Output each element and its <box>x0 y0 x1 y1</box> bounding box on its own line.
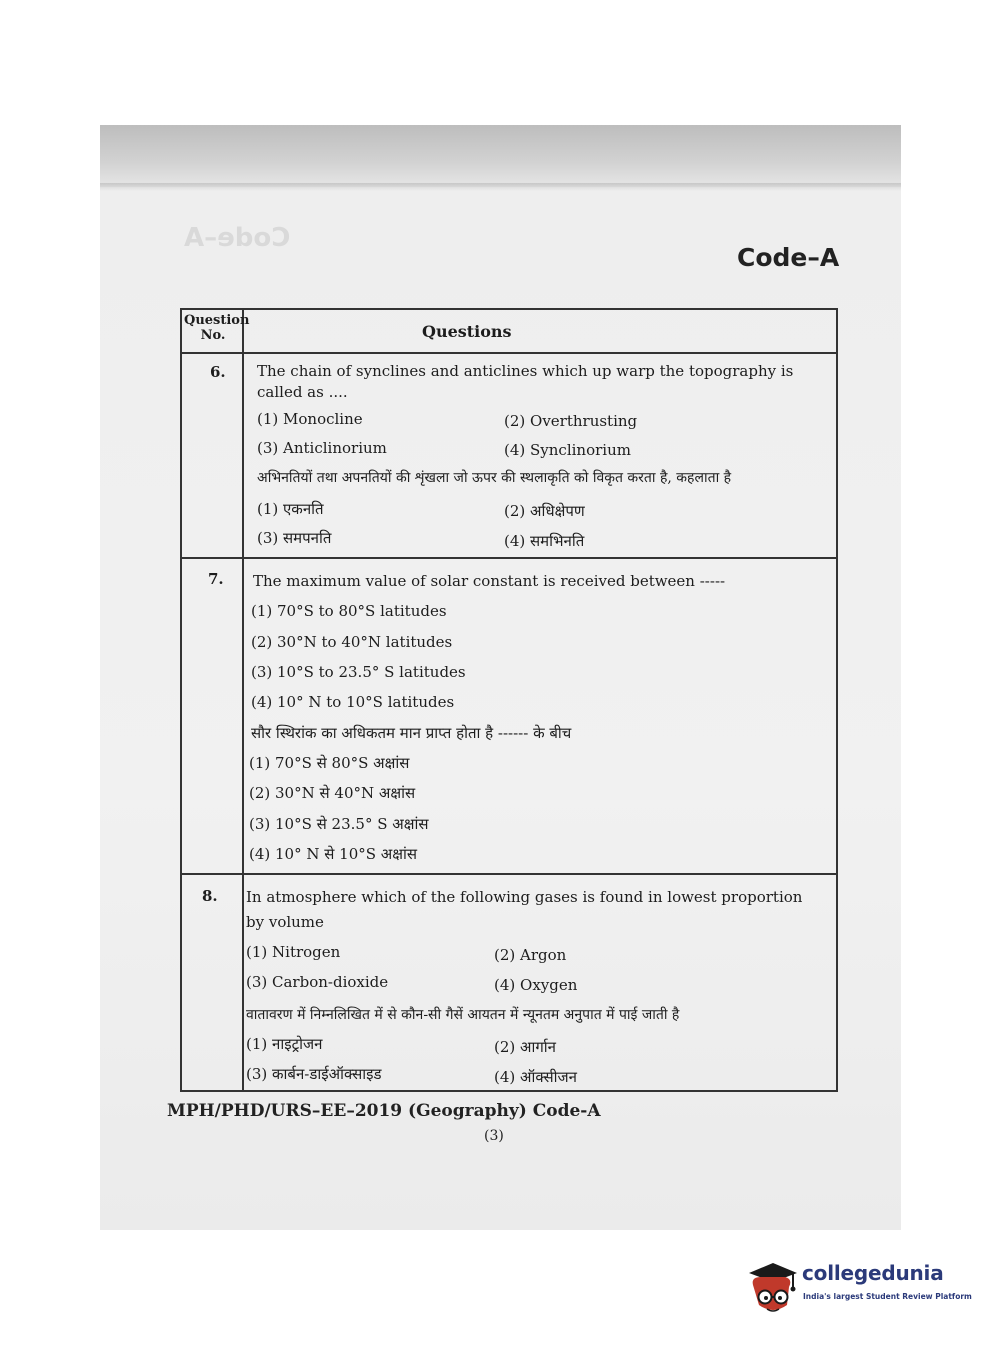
scan-shadow-top <box>100 125 901 187</box>
question-text-hindi: सौर स्थिरांक का अधिकतम मान प्राप्त होता है ------ के बीच <box>251 724 572 742</box>
option-en: (4) Synclinorium <box>504 441 631 459</box>
option-en: (3) Anticlinorium <box>257 439 387 457</box>
question-text: In atmosphere which of the following gases is found in lowest proportion <box>246 888 803 906</box>
option-hi: (2) 30°N से 40°N अक्षांस <box>249 784 416 802</box>
column-header-questions: Questions <box>422 322 512 341</box>
column-header-question-no: Question No. <box>184 313 250 343</box>
question-text-hindi: वातावरण में निम्नलिखित में से कौन-सी गैसें आयतन में न्यूनतम अनुपात में पाई जाती है <box>246 1007 680 1023</box>
option-en: (4) Oxygen <box>494 976 578 994</box>
option-en: (1) Nitrogen <box>246 943 341 961</box>
logo-tagline: India's largest Student Review Platform <box>803 1292 972 1301</box>
option-en: (3) 10°S to 23.5° S latitudes <box>251 663 466 681</box>
option-en: (2) 30°N to 40°N latitudes <box>251 633 453 651</box>
bleed-through-code: Code–A <box>184 223 291 253</box>
page-number: (3) <box>484 1128 504 1144</box>
scanned-page <box>100 125 901 1230</box>
option-hi: (3) 10°S से 23.5° S अक्षांस <box>249 815 429 833</box>
option-hi: (4) समभिनति <box>504 532 585 550</box>
option-en: (1) 70°S to 80°S latitudes <box>251 602 447 620</box>
option-hi: (3) कार्बन-डाईऑक्साइड <box>246 1065 382 1083</box>
paper-code-title: Code–A <box>737 243 840 272</box>
option-hi: (4) 10° N से 10°S अक्षांस <box>249 845 418 863</box>
mascot-icon <box>743 1255 801 1325</box>
collegedunia-logo <box>743 1255 973 1325</box>
option-en: (3) Carbon-dioxide <box>246 973 389 991</box>
logo-wordmark: collegedunia <box>802 1261 944 1285</box>
question-text-hindi: अभिनतियों तथा अपनतियों की शृंखला जो ऊपर की स्थलाकृति को विकृत करता है, कहलाता है <box>257 470 732 486</box>
question-number: 6. <box>210 363 226 381</box>
option-en: (4) 10° N to 10°S latitudes <box>251 693 455 711</box>
paper-footer: MPH/PHD/URS–EE–2019 (Geography) Code-A <box>167 1101 601 1121</box>
option-hi: (1) एकनति <box>257 500 324 518</box>
question-text: by volume <box>246 913 324 931</box>
option-hi: (1) 70°S से 80°S अक्षांस <box>249 754 410 772</box>
header-divider <box>182 352 836 354</box>
row-divider <box>182 873 836 875</box>
option-en: (2) Argon <box>494 946 567 964</box>
column-divider <box>242 310 244 1090</box>
row-divider <box>182 557 836 559</box>
option-hi: (3) समपनति <box>257 529 332 547</box>
option-hi: (2) आर्गान <box>494 1038 557 1056</box>
question-text: called as .... <box>257 383 348 401</box>
option-en: (2) Overthrusting <box>504 412 638 430</box>
question-text: The maximum value of solar constant is received between ----- <box>253 572 726 590</box>
questions-table <box>180 308 838 1092</box>
option-hi: (2) अधिक्षेपण <box>504 502 585 520</box>
question-number: 8. <box>202 887 218 905</box>
option-en: (1) Monocline <box>257 410 363 428</box>
option-hi: (1) नाइट्रोजन <box>246 1035 323 1053</box>
question-text: The chain of synclines and anticlines which up warp the topography is <box>257 362 794 380</box>
question-number: 7. <box>208 570 224 588</box>
option-hi: (4) ऑक्सीजन <box>494 1068 577 1086</box>
scan-fold <box>100 183 901 191</box>
